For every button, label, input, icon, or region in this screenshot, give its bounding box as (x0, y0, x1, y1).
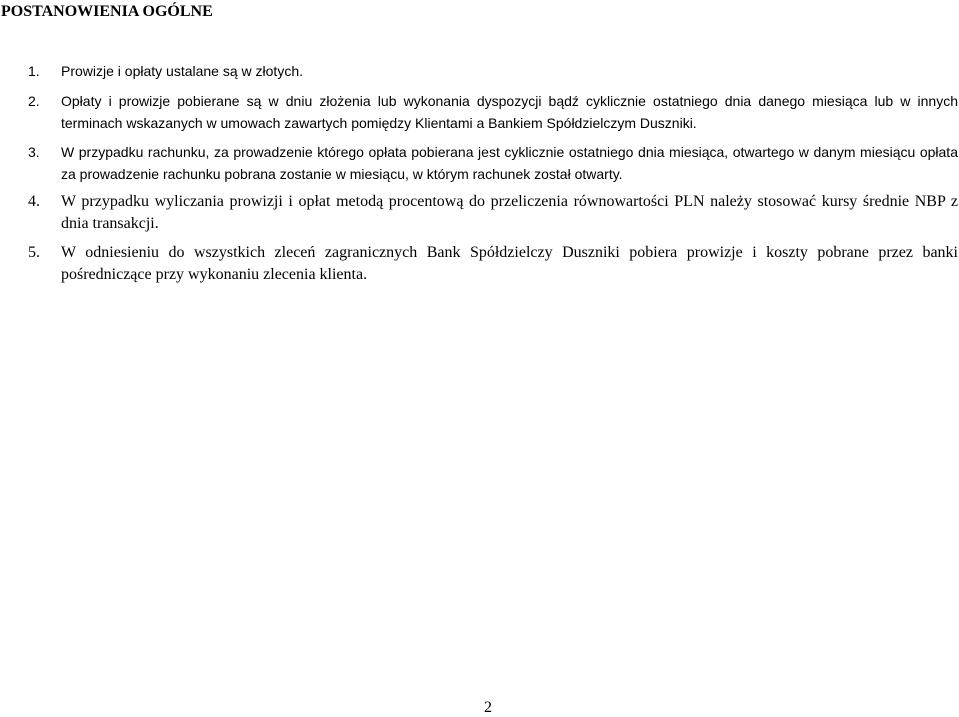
section-heading: POSTANOWIENIA OGÓLNE (1, 3, 213, 20)
list-item-text: Opłaty i prowizje pobierane są w dniu złożenia lub wykonania dyspozycji bądź cyklicznie ostatniego dnia danego miesiąca lub w innych terminach wskazanych w umowach zawartych pomiędzy Klientami a Bankiem Spółdzielczym Duszniki. (61, 93, 958, 131)
list-item-number: 2. (28, 93, 40, 109)
list-item (28, 242, 958, 286)
page-number: 2 (484, 699, 492, 716)
list-item-text: W odniesieniu do wszystkich zleceń zagranicznych Bank Spółdzielczy Duszniki pobiera prowizje i koszty pobrane przez banki pośredniczące przy wykonaniu zlecenia klienta. (61, 244, 958, 283)
list-item-number: 4. (28, 193, 40, 210)
list-item-number: 3. (28, 144, 40, 160)
list-item (28, 141, 958, 185)
list-item-number: 5. (28, 244, 40, 261)
list-item-text: W przypadku wyliczania prowizji i opłat metodą procentową do przeliczenia równowartości PLN należy stosować kursy średnie NBP z dnia transakcji. (61, 193, 958, 232)
list-item-number: 1. (28, 63, 40, 79)
list-item (28, 60, 958, 82)
list-item (28, 90, 958, 134)
list-item (28, 191, 958, 235)
list-item-text: W przypadku rachunku, za prowadzenie którego opłata pobierana jest cyklicznie ostatniego dnia miesiąca, otwartego w danym miesiącu opłata za prowadzenie rachunku pobrana zostanie w miesiącu, w którym rachunek został otwarty. (61, 144, 958, 182)
list-item-text: Prowizje i opłaty ustalane są w złotych. (61, 63, 303, 79)
